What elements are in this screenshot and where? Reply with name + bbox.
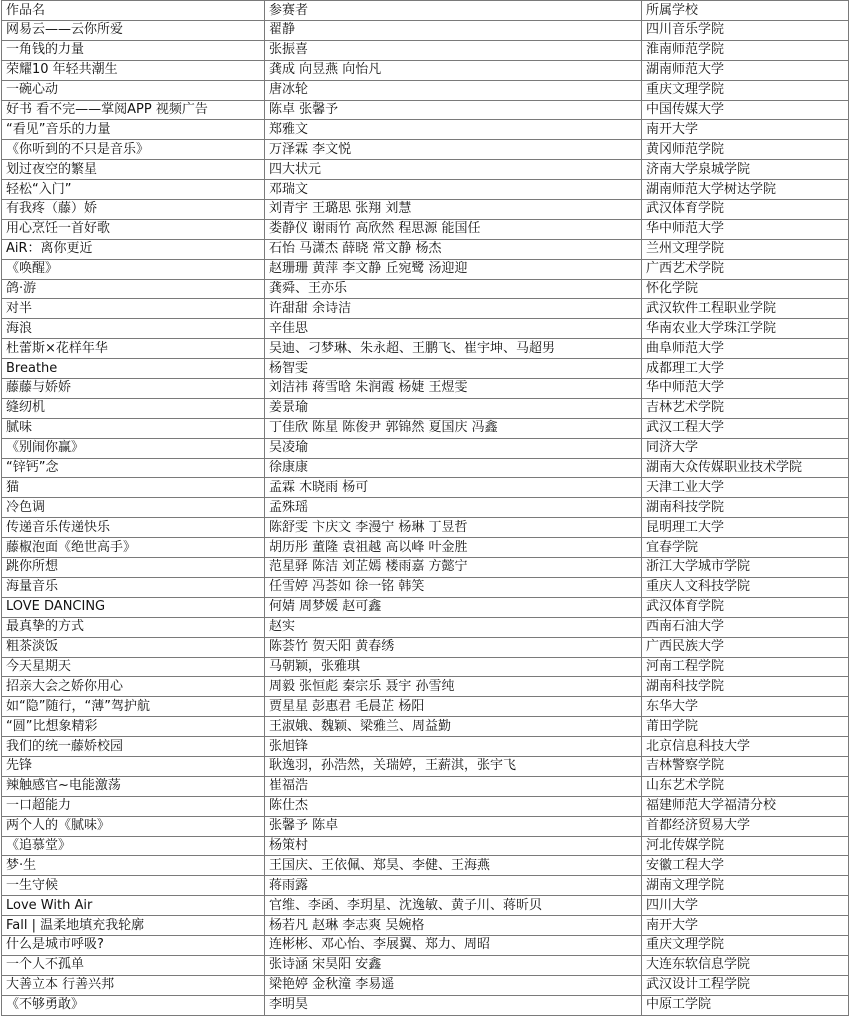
table-row — [2, 359, 849, 379]
table-row — [2, 458, 849, 478]
table-row — [2, 259, 849, 279]
cell-participants: 唐冰轮 — [265, 80, 642, 100]
cell-participants: 翟静 — [265, 21, 642, 41]
table-row — [2, 657, 849, 677]
cell-school: 重庆文理学院 — [642, 935, 849, 955]
cell-work-title: 一角钱的力量 — [2, 40, 265, 60]
table-row — [2, 836, 849, 856]
table-row — [2, 717, 849, 737]
header-school: 所属学校 — [642, 1, 849, 21]
cell-school: 天津工业大学 — [642, 478, 849, 498]
cell-work-title: 我们的统一藤娇校园 — [2, 737, 265, 757]
table-row — [2, 677, 849, 697]
cell-work-title: “锌钙”念 — [2, 458, 265, 478]
table-row — [2, 219, 849, 239]
cell-school: 重庆人文科技学院 — [642, 577, 849, 597]
cell-work-title: 两个人的《腻味》 — [2, 816, 265, 836]
cell-school: 湖南师范大学树达学院 — [642, 180, 849, 200]
cell-work-title: 《别闹你赢》 — [2, 438, 265, 458]
cell-school: 同济大学 — [642, 438, 849, 458]
cell-participants: 张振喜 — [265, 40, 642, 60]
entries-table — [1, 0, 849, 1016]
cell-school: 武汉设计工程学院 — [642, 975, 849, 995]
cell-school: 四川音乐学院 — [642, 21, 849, 41]
cell-participants: 梁艳婷 金秋潼 李易遥 — [265, 975, 642, 995]
cell-participants: 崔福浩 — [265, 776, 642, 796]
cell-participants: 孟霖 木晓雨 杨可 — [265, 478, 642, 498]
cell-work-title: 杜蕾斯×花样年华 — [2, 339, 265, 359]
table-row — [2, 279, 849, 299]
table-header-row — [2, 1, 849, 21]
table-row — [2, 776, 849, 796]
header-participants: 参赛者 — [265, 1, 642, 21]
cell-school: 湖南文理学院 — [642, 876, 849, 896]
cell-participants: 王淑娥、魏颖、梁雅兰、周益勤 — [265, 717, 642, 737]
cell-school: 怀化学院 — [642, 279, 849, 299]
cell-work-title: 腻味 — [2, 418, 265, 438]
cell-school: 曲阜师范大学 — [642, 339, 849, 359]
cell-school: 成都理工大学 — [642, 359, 849, 379]
cell-work-title: 《唤醒》 — [2, 259, 265, 279]
cell-work-title: 藤藤与娇娇 — [2, 379, 265, 399]
cell-school: 昆明理工大学 — [642, 518, 849, 538]
cell-participants: 赵珊珊 黄萍 李文静 丘宛鹭 汤迎迎 — [265, 259, 642, 279]
cell-school: 西南石油大学 — [642, 617, 849, 637]
table-row — [2, 160, 849, 180]
cell-work-title: 大善立本 行善兴邦 — [2, 975, 265, 995]
cell-work-title: 梦·生 — [2, 856, 265, 876]
table-row — [2, 438, 849, 458]
cell-participants: 任雪婷 冯荟如 徐一铭 韩笑 — [265, 577, 642, 597]
cell-work-title: 一碗心动 — [2, 80, 265, 100]
cell-school: 东华大学 — [642, 697, 849, 717]
cell-participants: 连彬彬、邓心怡、李展翼、郑力、周昭 — [265, 935, 642, 955]
cell-work-title: 轻松“入门” — [2, 180, 265, 200]
table-row — [2, 518, 849, 538]
cell-school: 河南工程学院 — [642, 657, 849, 677]
cell-participants: 邓瑞文 — [265, 180, 642, 200]
cell-work-title: Fall | 温柔地填充我轮廓 — [2, 916, 265, 936]
cell-participants: 郑雅文 — [265, 120, 642, 140]
cell-work-title: 招亲大会之娇你用心 — [2, 677, 265, 697]
cell-participants: 范星驿 陈洁 刘芷嫣 楼雨嘉 方懿宁 — [265, 558, 642, 578]
cell-participants: 陈舒雯 卞庆文 李漫宁 杨琳 丁昱哲 — [265, 518, 642, 538]
cell-participants: 徐康康 — [265, 458, 642, 478]
table-row — [2, 975, 849, 995]
cell-participants: 龚成 向昱燕 向怡凡 — [265, 60, 642, 80]
cell-participants: 蒋雨露 — [265, 876, 642, 896]
table-row — [2, 856, 849, 876]
cell-participants: 马朝颖，张雅琪 — [265, 657, 642, 677]
cell-work-title: AiR：离你更近 — [2, 239, 265, 259]
cell-school: 湖南科技学院 — [642, 498, 849, 518]
cell-work-title: 跳你所想 — [2, 558, 265, 578]
table-row — [2, 756, 849, 776]
cell-work-title: “圆”比想象精彩 — [2, 717, 265, 737]
table-row — [2, 80, 849, 100]
cell-participants: 娄静仪 谢雨竹 高欣然 程思源 能国任 — [265, 219, 642, 239]
cell-school: 武汉软件工程职业学院 — [642, 299, 849, 319]
cell-work-title: “看见”音乐的力量 — [2, 120, 265, 140]
cell-school: 湖南科技学院 — [642, 677, 849, 697]
table-row — [2, 577, 849, 597]
cell-work-title: 《不够勇敢》 — [2, 995, 265, 1015]
cell-work-title: 《追慕堂》 — [2, 836, 265, 856]
cell-participants: 何婧 周梦媛 赵可鑫 — [265, 597, 642, 617]
cell-work-title: 一生守候 — [2, 876, 265, 896]
table-row — [2, 60, 849, 80]
cell-participants: 孟殊瑶 — [265, 498, 642, 518]
cell-school: 吉林艺术学院 — [642, 398, 849, 418]
cell-work-title: 先锋 — [2, 756, 265, 776]
cell-participants: 杨策村 — [265, 836, 642, 856]
cell-school: 南开大学 — [642, 916, 849, 936]
cell-school: 武汉体育学院 — [642, 597, 849, 617]
table-row — [2, 180, 849, 200]
cell-participants: 王国庆、王依佩、郑昊、李健、王海燕 — [265, 856, 642, 876]
cell-work-title: 海量音乐 — [2, 577, 265, 597]
table-row — [2, 995, 849, 1015]
table-row — [2, 737, 849, 757]
cell-participants: 周毅 张恒彪 秦宗乐 聂宇 孙雪纯 — [265, 677, 642, 697]
cell-work-title: 荣耀10 年轻共潮生 — [2, 60, 265, 80]
cell-work-title: 什么是城市呼吸? — [2, 935, 265, 955]
table-row — [2, 498, 849, 518]
cell-participants: 吴凌瑜 — [265, 438, 642, 458]
table-row — [2, 558, 849, 578]
table-row — [2, 40, 849, 60]
cell-participants: 张诗涵 宋昊阳 安鑫 — [265, 955, 642, 975]
cell-school: 福建师范大学福清分校 — [642, 796, 849, 816]
cell-work-title: 好书 看不完——掌阅APP 视频广告 — [2, 100, 265, 120]
cell-work-title: 一个人不孤单 — [2, 955, 265, 975]
cell-school: 湖南大众传媒职业技术学院 — [642, 458, 849, 478]
cell-participants: 贾星星 彭惠君 毛晨芷 杨阳 — [265, 697, 642, 717]
cell-school: 华南农业大学珠江学院 — [642, 319, 849, 339]
cell-work-title: LOVE DANCING — [2, 597, 265, 617]
cell-work-title: 一口超能力 — [2, 796, 265, 816]
cell-participants: 许甜甜 余诗洁 — [265, 299, 642, 319]
cell-school: 山东艺术学院 — [642, 776, 849, 796]
cell-participants: 赵实 — [265, 617, 642, 637]
cell-participants: 张旭锋 — [265, 737, 642, 757]
cell-school: 重庆文理学院 — [642, 80, 849, 100]
cell-work-title: 划过夜空的繁星 — [2, 160, 265, 180]
cell-school: 莆田学院 — [642, 717, 849, 737]
cell-participants: 陈仕杰 — [265, 796, 642, 816]
cell-participants: 石怡 马潇杰 薛晓 常文静 杨杰 — [265, 239, 642, 259]
cell-school: 湖南师范大学 — [642, 60, 849, 80]
cell-participants: 张馨予 陈卓 — [265, 816, 642, 836]
table-row — [2, 398, 849, 418]
table-row — [2, 319, 849, 339]
cell-participants: 刘洁祎 蒋雪晗 朱润霞 杨婕 王煜雯 — [265, 379, 642, 399]
cell-school: 广西民族大学 — [642, 637, 849, 657]
table-row — [2, 418, 849, 438]
cell-work-title: 猫 — [2, 478, 265, 498]
cell-work-title: Breathe — [2, 359, 265, 379]
table-row — [2, 796, 849, 816]
table-row — [2, 478, 849, 498]
cell-participants: 丁佳欣 陈星 陈俊尹 郭锦然 夏国庆 冯鑫 — [265, 418, 642, 438]
cell-school: 兰州文理学院 — [642, 239, 849, 259]
cell-participants: 李明昊 — [265, 995, 642, 1015]
cell-school: 浙江大学城市学院 — [642, 558, 849, 578]
cell-work-title: 网易云——云你所爱 — [2, 21, 265, 41]
cell-work-title: 粗茶淡饭 — [2, 637, 265, 657]
cell-participants: 胡历彤 董隆 袁祖越 高以峰 叶金胜 — [265, 538, 642, 558]
cell-work-title: 如“隐”随行，“薄”驾护航 — [2, 697, 265, 717]
cell-school: 吉林警察学院 — [642, 756, 849, 776]
table-row — [2, 896, 849, 916]
cell-school: 南开大学 — [642, 120, 849, 140]
cell-work-title: 辣触感官~电能激荡 — [2, 776, 265, 796]
cell-school: 中国传媒大学 — [642, 100, 849, 120]
cell-school: 淮南师范学院 — [642, 40, 849, 60]
cell-work-title: 藤椒泡面《绝世高手》 — [2, 538, 265, 558]
table-row — [2, 955, 849, 975]
cell-participants: 官维、李函、李玥星、沈逸敏、黄子川、蒋昕贝 — [265, 896, 642, 916]
cell-work-title: 用心烹饪一首好歌 — [2, 219, 265, 239]
cell-school: 华中师范大学 — [642, 219, 849, 239]
table-row — [2, 916, 849, 936]
table-row — [2, 100, 849, 120]
table-row — [2, 876, 849, 896]
cell-school: 黄冈师范学院 — [642, 140, 849, 160]
cell-school: 济南大学泉城学院 — [642, 160, 849, 180]
cell-participants: 龚舜、王亦乐 — [265, 279, 642, 299]
cell-school: 武汉体育学院 — [642, 200, 849, 220]
cell-work-title: 冷色调 — [2, 498, 265, 518]
cell-school: 河北传媒学院 — [642, 836, 849, 856]
table-row — [2, 637, 849, 657]
cell-work-title: 缝纫机 — [2, 398, 265, 418]
table-row — [2, 816, 849, 836]
cell-school: 宜春学院 — [642, 538, 849, 558]
cell-school: 广西艺术学院 — [642, 259, 849, 279]
table-row — [2, 597, 849, 617]
cell-participants: 辛佳思 — [265, 319, 642, 339]
cell-participants: 姜景瑜 — [265, 398, 642, 418]
cell-participants: 陈荟竹 贺天阳 黄春绣 — [265, 637, 642, 657]
cell-participants: 杨若凡 赵琳 李志爽 吴婉格 — [265, 916, 642, 936]
table-row — [2, 935, 849, 955]
table-row — [2, 697, 849, 717]
cell-participants: 吴迪、刁梦琳、朱永超、王鹏飞、崔宇坤、马超男 — [265, 339, 642, 359]
cell-participants: 刘青宇 王璐思 张翔 刘慧 — [265, 200, 642, 220]
table-row — [2, 299, 849, 319]
cell-work-title: 有我疼（藤）娇 — [2, 200, 265, 220]
cell-school: 四川大学 — [642, 896, 849, 916]
cell-school: 北京信息科技大学 — [642, 737, 849, 757]
cell-participants: 杨智雯 — [265, 359, 642, 379]
cell-work-title: 今天星期天 — [2, 657, 265, 677]
header-work-title: 作品名 — [2, 1, 265, 21]
table-row — [2, 339, 849, 359]
cell-work-title: 对半 — [2, 299, 265, 319]
cell-participants: 陈卓 张馨予 — [265, 100, 642, 120]
cell-participants: 四大状元 — [265, 160, 642, 180]
cell-school: 华中师范大学 — [642, 379, 849, 399]
cell-school: 安徽工程大学 — [642, 856, 849, 876]
table-row — [2, 200, 849, 220]
cell-work-title: 最真挚的方式 — [2, 617, 265, 637]
cell-school: 中原工学院 — [642, 995, 849, 1015]
table-row — [2, 239, 849, 259]
table-row — [2, 21, 849, 41]
table-body — [2, 21, 849, 1016]
cell-work-title: 海浪 — [2, 319, 265, 339]
cell-participants: 万泽霖 李文悦 — [265, 140, 642, 160]
cell-work-title: 鸽·游 — [2, 279, 265, 299]
cell-work-title: 传递音乐传递快乐 — [2, 518, 265, 538]
cell-work-title: Love With Air — [2, 896, 265, 916]
table-row — [2, 379, 849, 399]
table-row — [2, 617, 849, 637]
table-row — [2, 120, 849, 140]
cell-school: 首都经济贸易大学 — [642, 816, 849, 836]
cell-school: 武汉工程大学 — [642, 418, 849, 438]
table-row — [2, 538, 849, 558]
cell-work-title: 《你听到的不只是音乐》 — [2, 140, 265, 160]
cell-school: 大连东软信息学院 — [642, 955, 849, 975]
cell-participants: 耿逸羽，孙浩然，关瑞婷，王薪淇，张宇飞 — [265, 756, 642, 776]
table-row — [2, 140, 849, 160]
